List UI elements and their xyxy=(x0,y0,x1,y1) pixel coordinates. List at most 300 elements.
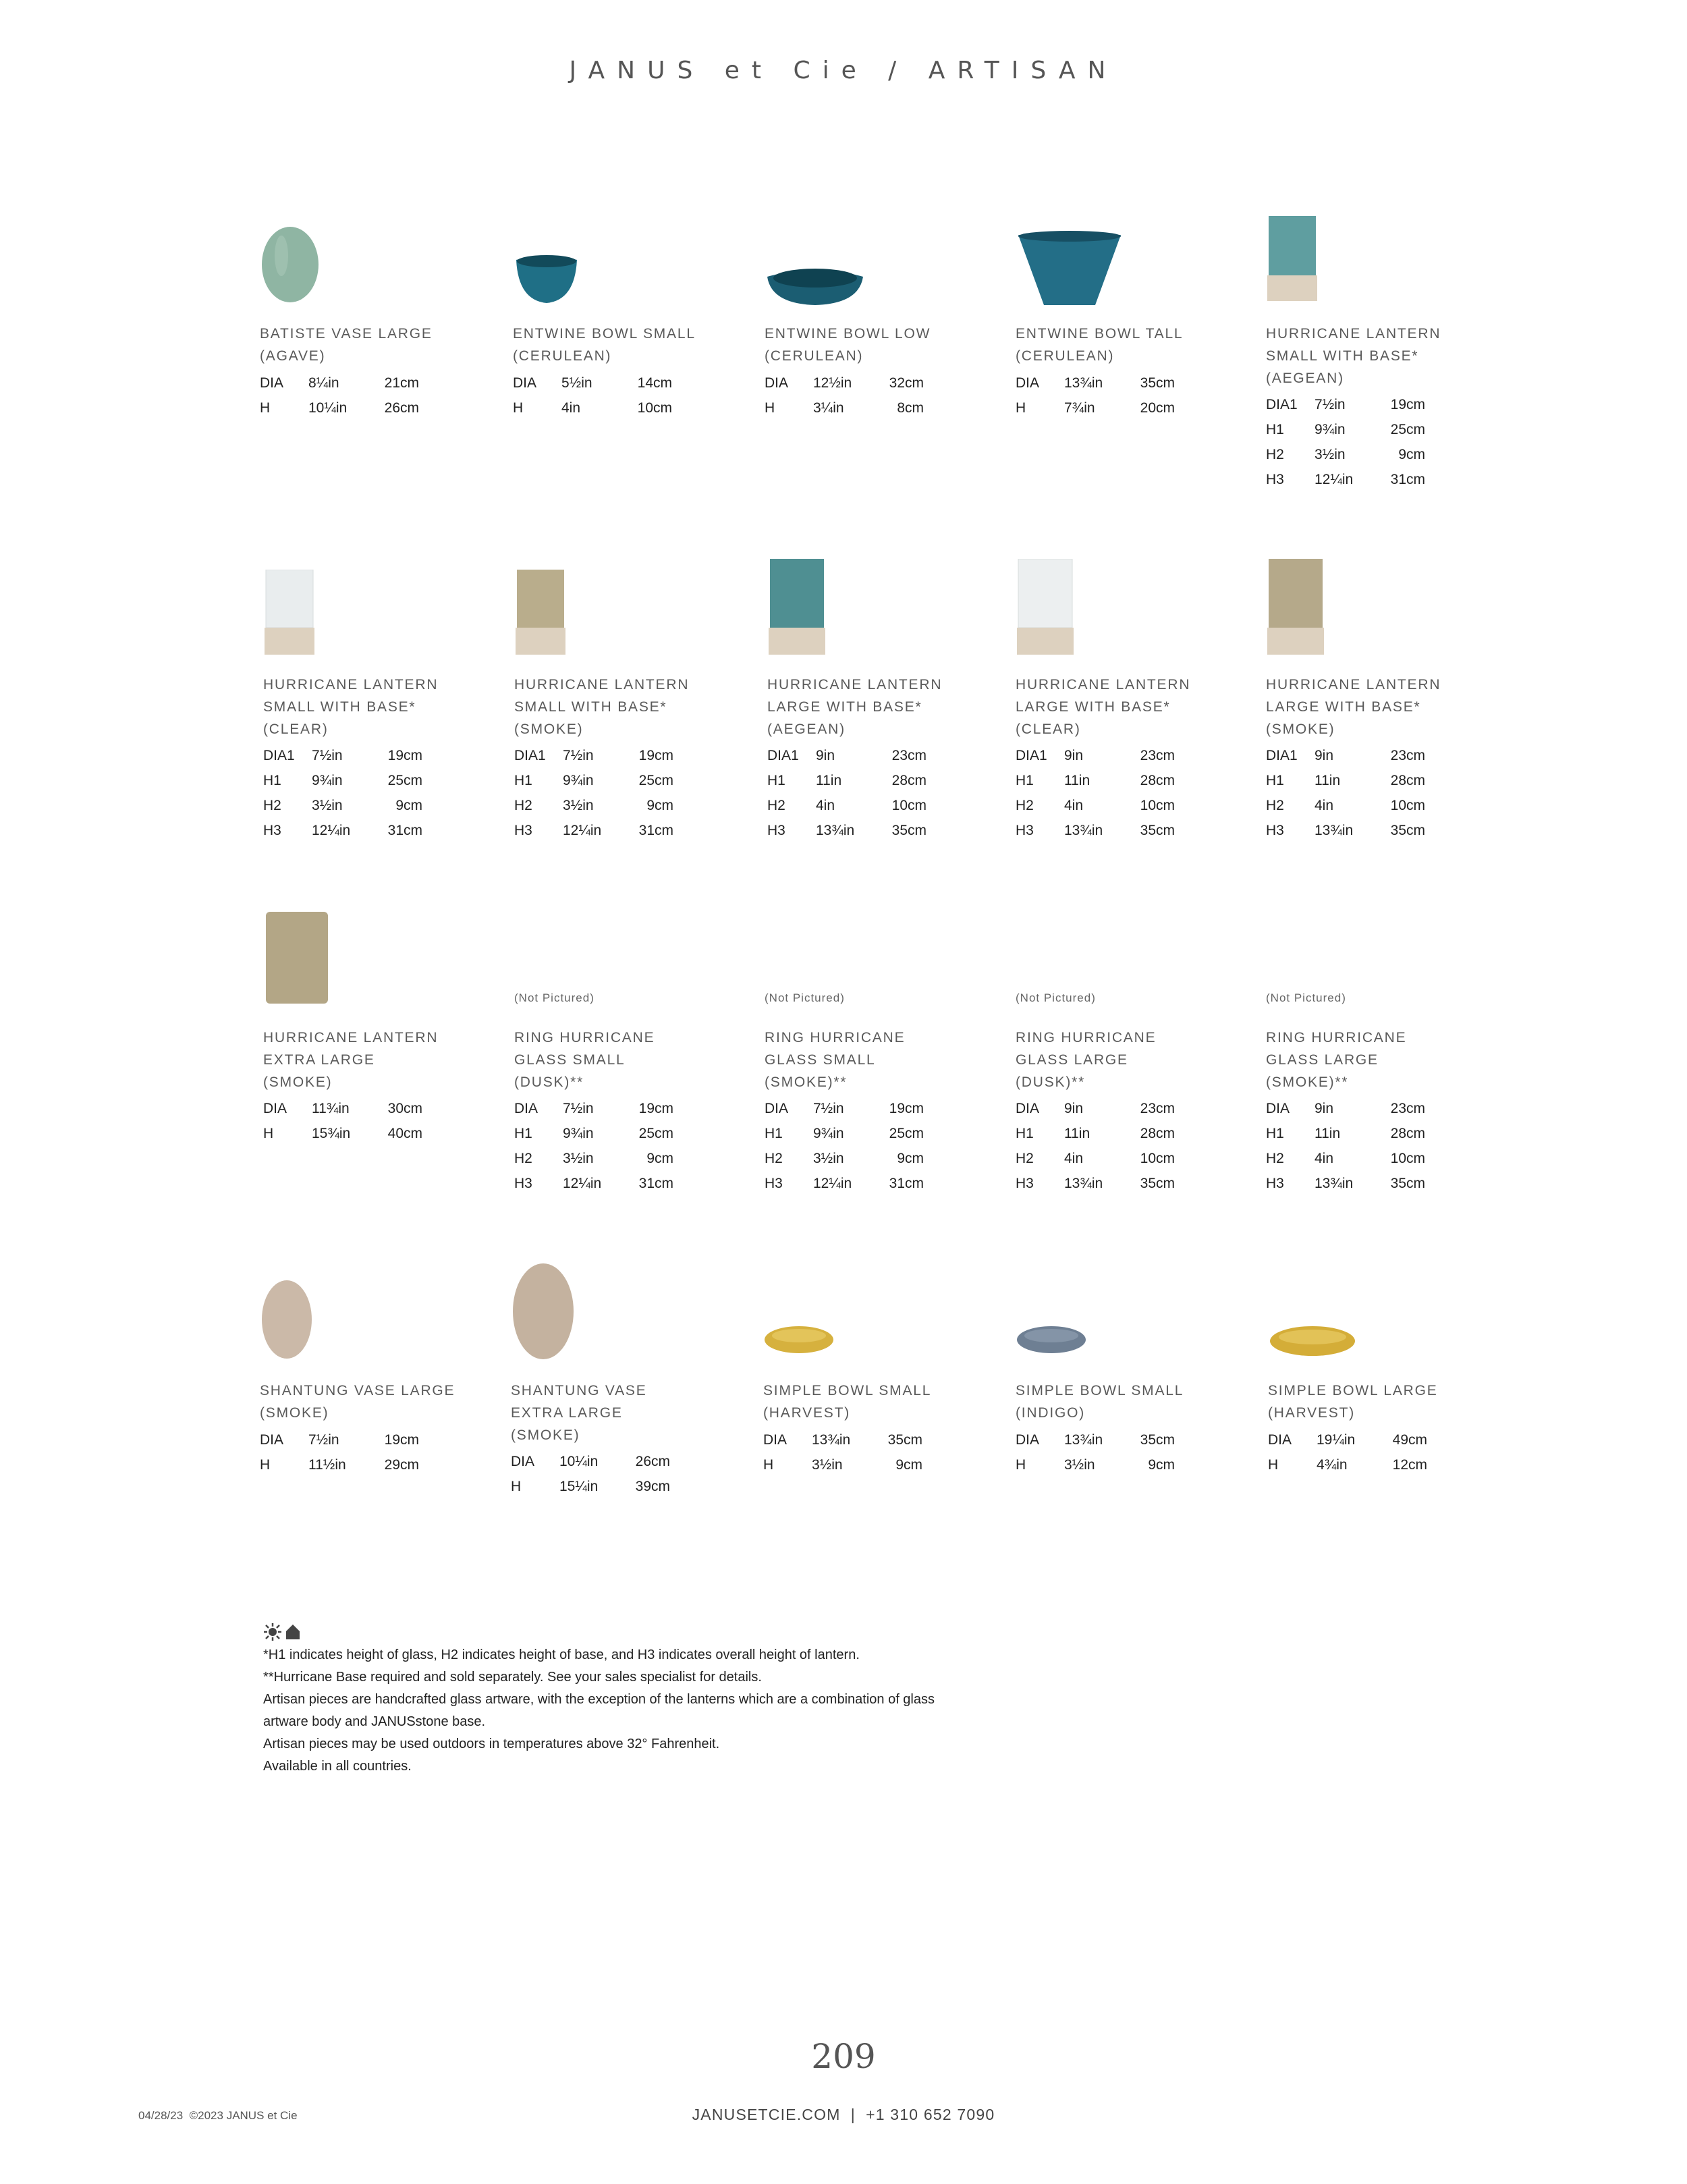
spec-centimeters: 28cm xyxy=(1140,1126,1175,1141)
spec-centimeters: 23cm xyxy=(1390,748,1425,763)
product-name-line: (AEGEAN) xyxy=(767,721,846,737)
spec-inches: 12¼in xyxy=(1315,472,1354,487)
product-name-line: (SMOKE) xyxy=(260,1405,329,1421)
spec-centimeters: 9cm xyxy=(646,1151,673,1166)
not-pictured-label: (Not Pictured) xyxy=(765,991,845,1004)
product-name-line: HURRICANE LANTERN xyxy=(1266,326,1441,342)
product-name xyxy=(1016,323,1238,367)
spec-centimeters: 35cm xyxy=(1140,823,1175,838)
spec-label: DIA xyxy=(260,375,284,391)
spec-label: H2 xyxy=(1266,798,1284,813)
spec-centimeters: 32cm xyxy=(889,375,924,391)
spec-inches: 13¾in xyxy=(1064,375,1103,391)
spec-row xyxy=(1266,1151,1489,1176)
product-name-line: SIMPLE BOWL SMALL xyxy=(1016,1383,1184,1398)
spec-row xyxy=(1266,447,1489,472)
spec-row xyxy=(765,1151,987,1176)
spec-centimeters: 29cm xyxy=(384,1457,419,1473)
spec-label: H3 xyxy=(1266,1176,1284,1191)
spec-inches: 11½in xyxy=(308,1457,346,1473)
product-name xyxy=(1266,1027,1489,1093)
product-name-line: LARGE WITH BASE* xyxy=(1266,699,1421,715)
spec-inches: 9in xyxy=(1064,748,1084,763)
product-name xyxy=(260,323,482,367)
spec-inches: 9¾in xyxy=(563,773,594,788)
spec-label: H3 xyxy=(1266,472,1284,487)
spec-inches: 4in xyxy=(1315,798,1334,813)
product-name-line: GLASS LARGE xyxy=(1016,1052,1128,1068)
spec-centimeters: 12cm xyxy=(1392,1457,1427,1473)
spec-label: DIA xyxy=(763,1432,787,1448)
spec-label: DIA xyxy=(1016,1101,1040,1116)
simple-bowl-large-icon xyxy=(1268,1323,1357,1360)
spec-row xyxy=(1016,1176,1238,1201)
spec-inches: 13¾in xyxy=(1315,1176,1354,1191)
spec-label: H2 xyxy=(1266,447,1284,462)
product-name-line: (HARVEST) xyxy=(1268,1405,1355,1421)
lantern-icon xyxy=(1266,559,1327,657)
spec-label: H1 xyxy=(514,773,532,788)
product-name xyxy=(1266,674,1489,740)
vase-smoke-xl-icon xyxy=(511,1262,576,1361)
spec-inches: 19¼in xyxy=(1317,1432,1356,1448)
spec-label: H3 xyxy=(263,823,281,838)
spec-label: H2 xyxy=(1016,798,1034,813)
spec-row xyxy=(1016,1151,1238,1176)
product-name xyxy=(263,674,486,740)
spec-centimeters: 35cm xyxy=(1390,823,1425,838)
product-name xyxy=(513,323,736,367)
spec-row xyxy=(513,375,736,400)
spec-centimeters: 31cm xyxy=(1390,472,1425,487)
spec-inches: 12¼in xyxy=(813,1176,852,1191)
spec-label: H1 xyxy=(1266,773,1284,788)
spec-label: DIA xyxy=(765,1101,789,1116)
spec-row xyxy=(263,1126,486,1151)
spec-row xyxy=(263,748,486,773)
spec-inches: 12¼in xyxy=(563,1176,602,1191)
spec-row xyxy=(1016,823,1238,848)
product-name-line: SIMPLE BOWL LARGE xyxy=(1268,1383,1438,1398)
spec-label: H2 xyxy=(263,798,281,813)
spec-inches: 3½in xyxy=(813,1151,844,1166)
spec-row xyxy=(1016,375,1238,400)
spec-inches: 12¼in xyxy=(563,823,602,838)
spec-inches: 4in xyxy=(561,400,581,416)
product-name xyxy=(1268,1380,1491,1424)
spec-row xyxy=(765,1126,987,1151)
spec-label: H3 xyxy=(514,823,532,838)
spec-row xyxy=(1016,773,1238,798)
spec-row xyxy=(1268,1457,1491,1482)
spec-centimeters: 31cm xyxy=(889,1176,924,1191)
spec-row xyxy=(514,823,737,848)
spec-row xyxy=(1016,798,1238,823)
spec-centimeters: 9cm xyxy=(395,798,422,813)
spec-label: H xyxy=(260,400,271,416)
product-specs xyxy=(1016,1101,1238,1201)
product-name-line: SHANTUNG VASE LARGE xyxy=(260,1383,455,1398)
spec-inches: 11in xyxy=(1315,1126,1341,1141)
spec-row xyxy=(263,798,486,823)
spec-label: H2 xyxy=(765,1151,783,1166)
lantern-icon xyxy=(514,570,568,657)
product-specs xyxy=(1266,748,1489,848)
spec-inches: 3½in xyxy=(312,798,343,813)
spec-inches: 13¾in xyxy=(1315,823,1354,838)
spec-inches: 9¾in xyxy=(312,773,343,788)
footnote-line: artware body and JANUSstone base. xyxy=(263,1714,486,1729)
product-name xyxy=(765,1027,987,1093)
spec-row xyxy=(514,748,737,773)
spec-centimeters: 9cm xyxy=(646,798,673,813)
spec-inches: 11in xyxy=(1315,773,1341,788)
spec-centimeters: 31cm xyxy=(387,823,422,838)
spec-inches: 9in xyxy=(1064,1101,1084,1116)
spec-centimeters: 25cm xyxy=(638,773,673,788)
product-name-line: HURRICANE LANTERN xyxy=(514,677,690,692)
spec-label: H3 xyxy=(767,823,785,838)
product-name-line: RING HURRICANE xyxy=(1016,1030,1157,1045)
spec-label: DIA1 xyxy=(1266,748,1298,763)
spec-inches: 4in xyxy=(1064,798,1084,813)
spec-row xyxy=(511,1479,734,1504)
spec-label: H2 xyxy=(514,1151,532,1166)
spec-label: H xyxy=(765,400,775,416)
spec-label: DIA1 xyxy=(514,748,546,763)
spec-inches: 3¼in xyxy=(813,400,844,416)
spec-row xyxy=(767,823,990,848)
spec-centimeters: 23cm xyxy=(1140,1101,1175,1116)
product-name xyxy=(263,1027,486,1093)
spec-row xyxy=(1016,1101,1238,1126)
spec-row xyxy=(767,773,990,798)
spec-centimeters: 19cm xyxy=(889,1101,924,1116)
page-header: JANUS et Cie / ARTISAN xyxy=(569,57,1118,84)
spec-inches: 9in xyxy=(1315,748,1334,763)
spec-row xyxy=(1016,1126,1238,1151)
product-name-line: (SMOKE) xyxy=(1266,721,1335,737)
footer-date-copyright: 04/28/23 ©2023 JANUS et Cie xyxy=(138,2109,298,2122)
spec-inches: 7¾in xyxy=(1064,400,1095,416)
spec-centimeters: 35cm xyxy=(1140,1176,1175,1191)
product-name-line: HURRICANE LANTERN xyxy=(263,677,439,692)
spec-label: H2 xyxy=(1016,1151,1034,1166)
product-name-line: (DUSK)** xyxy=(1016,1074,1086,1090)
product-name-line: (DUSK)** xyxy=(514,1074,584,1090)
spec-label: DIA xyxy=(765,375,789,391)
product-name-line: HURRICANE LANTERN xyxy=(263,1030,439,1045)
product-name-line: (SMOKE) xyxy=(511,1427,580,1443)
spec-label: H2 xyxy=(1266,1151,1284,1166)
spec-label: DIA xyxy=(514,1101,538,1116)
product-name xyxy=(260,1380,482,1424)
spec-centimeters: 35cm xyxy=(1140,1432,1175,1448)
spec-label: H2 xyxy=(767,798,785,813)
product-name xyxy=(1266,323,1489,389)
spec-centimeters: 19cm xyxy=(387,748,422,763)
spec-row xyxy=(514,1126,737,1151)
spec-inches: 7½in xyxy=(563,748,594,763)
product-name-line: SMALL WITH BASE* xyxy=(1266,348,1419,364)
spec-row xyxy=(1016,1457,1238,1482)
spec-inches: 12½in xyxy=(813,375,852,391)
spec-centimeters: 23cm xyxy=(1140,748,1175,763)
spec-label: H1 xyxy=(767,773,785,788)
product-name-line: HURRICANE LANTERN xyxy=(1016,677,1191,692)
footnote-line: Artisan pieces are handcrafted glass artware, with the exception of the lanterns which are a combination of glass xyxy=(263,1692,935,1707)
spec-label: H1 xyxy=(1016,1126,1034,1141)
product-name xyxy=(1016,1380,1238,1424)
spec-centimeters: 25cm xyxy=(638,1126,673,1141)
spec-centimeters: 10cm xyxy=(637,400,672,416)
spec-row xyxy=(763,1432,986,1457)
product-name-line: SMALL WITH BASE* xyxy=(263,699,416,715)
spec-centimeters: 9cm xyxy=(1398,447,1425,462)
spec-row xyxy=(1268,1432,1491,1457)
spec-row xyxy=(260,375,482,400)
product-name-line: (CERULEAN) xyxy=(1016,348,1115,364)
spec-inches: 4in xyxy=(816,798,835,813)
spec-centimeters: 28cm xyxy=(1390,1126,1425,1141)
product-name xyxy=(767,674,990,740)
product-specs xyxy=(263,1101,486,1151)
spec-row xyxy=(1266,1126,1489,1151)
spec-centimeters: 9cm xyxy=(1148,1457,1175,1473)
spec-label: DIA xyxy=(1016,1432,1040,1448)
product-name-line: ENTWINE BOWL TALL xyxy=(1016,326,1184,342)
spec-inches: 9in xyxy=(816,748,835,763)
product-name xyxy=(765,323,987,367)
spec-inches: 13¾in xyxy=(816,823,855,838)
footnote-line: *H1 indicates height of glass, H2 indicates height of base, and H3 indicates overall height of lantern. xyxy=(263,1647,860,1662)
product-name-line: RING HURRICANE xyxy=(765,1030,906,1045)
spec-inches: 3½in xyxy=(563,798,594,813)
not-pictured-label: (Not Pictured) xyxy=(1266,991,1346,1004)
spec-label: H xyxy=(1268,1457,1279,1473)
spec-row xyxy=(1266,1176,1489,1201)
spec-label: DIA1 xyxy=(1016,748,1047,763)
spec-row xyxy=(1266,472,1489,497)
product-name-line: (AGAVE) xyxy=(260,348,326,364)
page-number: 209 xyxy=(811,2037,876,2076)
spec-label: DIA xyxy=(1266,1101,1290,1116)
spec-centimeters: 19cm xyxy=(638,748,673,763)
product-specs xyxy=(1016,748,1238,848)
spec-inches: 13¾in xyxy=(1064,1176,1103,1191)
product-name-line: (HARVEST) xyxy=(763,1405,850,1421)
bowl-small-icon xyxy=(513,253,580,307)
spec-inches: 3½in xyxy=(1315,447,1346,462)
sun-icon xyxy=(263,1622,282,1641)
spec-centimeters: 28cm xyxy=(1140,773,1175,788)
spec-label: DIA1 xyxy=(767,748,799,763)
spec-label: DIA1 xyxy=(263,748,295,763)
spec-inches: 11¾in xyxy=(312,1101,350,1116)
spec-row xyxy=(1266,823,1489,848)
product-specs xyxy=(1268,1432,1491,1482)
spec-row xyxy=(1266,798,1489,823)
spec-inches: 13¾in xyxy=(1064,823,1103,838)
lantern-xl-icon xyxy=(263,910,331,1006)
spec-row xyxy=(767,798,990,823)
spec-centimeters: 23cm xyxy=(891,748,927,763)
product-name-line: GLASS SMALL xyxy=(514,1052,626,1068)
spec-label: DIA xyxy=(511,1454,535,1469)
spec-centimeters: 28cm xyxy=(891,773,927,788)
spec-inches: 3½in xyxy=(812,1457,843,1473)
spec-inches: 8¼in xyxy=(308,375,339,391)
spec-centimeters: 31cm xyxy=(638,823,673,838)
spec-centimeters: 8cm xyxy=(897,400,924,416)
spec-row xyxy=(765,375,987,400)
product-specs xyxy=(260,1432,482,1482)
spec-label: H2 xyxy=(514,798,532,813)
product-name-line: SIMPLE BOWL SMALL xyxy=(763,1383,932,1398)
spec-row xyxy=(1016,1432,1238,1457)
spec-row xyxy=(1016,400,1238,425)
spec-row xyxy=(260,400,482,425)
product-specs xyxy=(513,375,736,425)
spec-centimeters: 10cm xyxy=(1140,798,1175,813)
spec-centimeters: 14cm xyxy=(637,375,672,391)
product-specs xyxy=(511,1454,734,1504)
footnotes xyxy=(263,1621,1140,1778)
spec-label: H1 xyxy=(1266,422,1284,437)
spec-row xyxy=(767,748,990,773)
spec-row xyxy=(1266,397,1489,422)
product-specs xyxy=(765,375,987,425)
spec-label: H xyxy=(260,1457,271,1473)
product-specs xyxy=(514,1101,737,1201)
spec-centimeters: 26cm xyxy=(384,400,419,416)
spec-centimeters: 30cm xyxy=(387,1101,422,1116)
lantern-icon xyxy=(263,570,317,657)
spec-label: DIA xyxy=(513,375,537,391)
not-pictured-label: (Not Pictured) xyxy=(514,991,594,1004)
product-name-line: EXTRA LARGE xyxy=(263,1052,375,1068)
spec-label: DIA xyxy=(260,1432,284,1448)
spec-centimeters: 21cm xyxy=(384,375,419,391)
spec-row xyxy=(1266,773,1489,798)
spec-row xyxy=(263,773,486,798)
spec-inches: 10¼in xyxy=(308,400,348,416)
spec-row xyxy=(514,1101,737,1126)
spec-label: DIA1 xyxy=(1266,397,1298,412)
product-name-line: (SMOKE)** xyxy=(1266,1074,1349,1090)
product-name-line: (AEGEAN) xyxy=(1266,371,1344,386)
product-name-line: (INDIGO) xyxy=(1016,1405,1086,1421)
product-name-line: GLASS SMALL xyxy=(765,1052,876,1068)
spec-row xyxy=(765,1176,987,1201)
footnote-line: Artisan pieces may be used outdoors in temperatures above 32° Fahrenheit. xyxy=(263,1737,720,1751)
spec-label: H3 xyxy=(514,1176,532,1191)
simple-bowl-icon xyxy=(1016,1323,1087,1357)
lantern-icon xyxy=(767,559,828,657)
spec-inches: 9¾in xyxy=(813,1126,844,1141)
spec-inches: 7½in xyxy=(308,1432,339,1448)
product-name-line: LARGE WITH BASE* xyxy=(1016,699,1171,715)
bowl-low-icon xyxy=(765,263,866,310)
spec-centimeters: 25cm xyxy=(387,773,422,788)
spec-row xyxy=(514,1176,737,1201)
spec-row xyxy=(511,1454,734,1479)
spec-row xyxy=(263,1101,486,1126)
product-name-line: (SMOKE) xyxy=(263,1074,333,1090)
not-pictured-label: (Not Pictured) xyxy=(1016,991,1096,1004)
product-name-line: (CLEAR) xyxy=(263,721,329,737)
spec-centimeters: 35cm xyxy=(1140,375,1175,391)
product-name xyxy=(514,674,737,740)
spec-inches: 9¾in xyxy=(1315,422,1346,437)
spec-centimeters: 19cm xyxy=(638,1101,673,1116)
footnote-line: **Hurricane Base required and sold separately. See your sales specialist for details. xyxy=(263,1670,762,1685)
product-name-line: ENTWINE BOWL SMALL xyxy=(513,326,696,342)
spec-row xyxy=(765,1101,987,1126)
product-name-line: EXTRA LARGE xyxy=(511,1405,623,1421)
spec-centimeters: 35cm xyxy=(887,1432,922,1448)
spec-label: DIA xyxy=(263,1101,287,1116)
spec-centimeters: 26cm xyxy=(635,1454,670,1469)
product-name xyxy=(763,1380,986,1424)
spec-centimeters: 40cm xyxy=(387,1126,422,1141)
product-name-line: (SMOKE)** xyxy=(765,1074,848,1090)
product-specs xyxy=(1016,375,1238,425)
spec-centimeters: 19cm xyxy=(1390,397,1425,412)
simple-bowl-icon xyxy=(763,1323,835,1357)
product-name-line: GLASS LARGE xyxy=(1266,1052,1379,1068)
product-name-line: BATISTE VASE LARGE xyxy=(260,326,433,342)
spec-inches: 7½in xyxy=(1315,397,1346,412)
spec-centimeters: 10cm xyxy=(1390,1151,1425,1166)
product-name-line: RING HURRICANE xyxy=(514,1030,655,1045)
spec-inches: 7½in xyxy=(563,1101,594,1116)
spec-row xyxy=(513,400,736,425)
product-specs xyxy=(260,375,482,425)
product-name xyxy=(1016,1027,1238,1093)
spec-label: DIA xyxy=(1016,375,1040,391)
spec-centimeters: 9cm xyxy=(895,1457,922,1473)
spec-inches: 7½in xyxy=(813,1101,844,1116)
spec-row xyxy=(260,1457,482,1482)
spec-row xyxy=(1266,422,1489,447)
spec-centimeters: 10cm xyxy=(891,798,927,813)
spec-label: H3 xyxy=(765,1176,783,1191)
spec-label: H xyxy=(1016,1457,1026,1473)
spec-centimeters: 35cm xyxy=(891,823,927,838)
spec-label: H1 xyxy=(1266,1126,1284,1141)
spec-centimeters: 9cm xyxy=(897,1151,924,1166)
spec-inches: 11in xyxy=(816,773,842,788)
spec-centimeters: 20cm xyxy=(1140,400,1175,416)
spec-inches: 4¾in xyxy=(1317,1457,1348,1473)
spec-inches: 7½in xyxy=(312,748,343,763)
spec-row xyxy=(260,1432,482,1457)
product-name-line: HURRICANE LANTERN xyxy=(1266,677,1441,692)
spec-centimeters: 25cm xyxy=(1390,422,1425,437)
product-specs xyxy=(765,1101,987,1201)
spec-row xyxy=(1266,748,1489,773)
spec-centimeters: 23cm xyxy=(1390,1101,1425,1116)
product-specs xyxy=(263,748,486,848)
product-name-line: (CERULEAN) xyxy=(765,348,864,364)
spec-label: H xyxy=(1016,400,1026,416)
spec-label: H3 xyxy=(1266,823,1284,838)
vase-smoke-icon xyxy=(260,1279,314,1360)
spec-label: H xyxy=(263,1126,274,1141)
product-name xyxy=(511,1380,734,1446)
spec-row xyxy=(514,1151,737,1176)
